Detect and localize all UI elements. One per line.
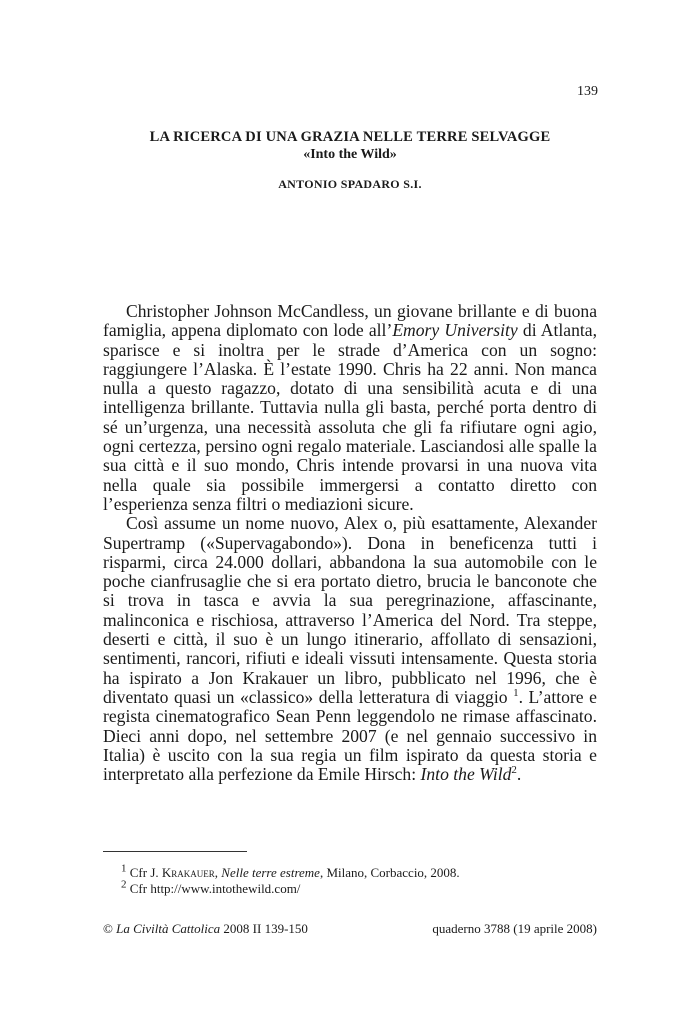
issue-info: quaderno 3788 (19 aprile 2008) [432,921,597,936]
footnote-ref-2[interactable]: 2 [511,764,517,777]
footnote-1: $^1$ Cfr J. Krakauer, Nelle terre estreme, Milano, Corbaccio, 2008. [121,862,460,880]
article-author: ANTONIO SPADARO S.I. [278,177,422,191]
emphasis-emory-university: Emory University [392,320,518,341]
footnotes [103,862,597,897]
article-title: LA RICERCA DI UNA GRAZIA NELLE TERRE SELVAGGE [149,129,551,145]
footnote-ref-1[interactable]: 1 [513,687,519,700]
article-header [103,128,597,192]
paragraph-2: Così assume un nome nuovo, Alex o, più esattamente, Alexander Supertramp («Supervagabondo»). Dona in beneficenza tutti i risparmi, circa 24.000 dollari, abbandona la sua automobile con le poche cianfrusaglie che si era portato dietro, brucia le banconote che si trova in tasca e avvia la sua peregrinazione, affascinante, malinconica e rischiosa, attraverso l’America del Nord. Tra steppe, deserti e città, il suo è un lungo itinerario, affollato di sensazioni, sentimenti, rancori, rifiuti e ideali vissuti intensamente. Questa storia ha ispirato a Jon Krakauer un libro, pubblicato nel 1996, che è diventato quasi un «classico» della letteratura di viaggio $^1$. L’attore e regista cinematografico Sean Penn leggendolo ne rimase affascinato. Dieci anni dopo, nel settembre 2007 (e nel gennaio successivo in Italia) è uscito con la sua regia un film ispirato da questa storia e interpretato alla perfezione da Emile Hirsch: Into the Wild$^2$. [103,513,597,785]
article-body [103,302,597,784]
emphasis-film-title: Into the Wild [420,764,512,785]
paragraph-1: Christopher Johnson McCandless, un giovane brillante e di buona famiglia, appena diplomato con lode all’Emory University di Atlanta, sparisce e si inoltra per le strade d’America con un sogno: raggiungere l’Alaska. È l’estate 1990. Chris ha 22 anni. Non manca nulla a questo ragazzo, dotato di una sensibilità acuta e di una intelligenza brillante. Tuttavia nulla gli basta, perché porta dentro di sé un’urgenza, una necessità assoluta che gli fa rifiutare ogni agio, ogni certezza, persino ogni regalo materiale. Lasciandosi alle spalle la sua città e il suo mondo, Chris intende provarsi in una nuova vita nella quale sia possibile immergersi a contatto diretto con l’esperienza senza filtri o mediazioni sicure. [103,301,597,514]
footnote-2-link[interactable]: Cfr http://www.intothewild.com/ [126,881,301,896]
footnote-2: $^2$ Cfr http://www.intothewild.com/ [121,878,301,896]
copyright-line: © La Civiltà Cattolica 2008 II 139-150 [103,921,308,936]
page-number: 139 [577,84,598,99]
footnote-divider [103,851,247,852]
article-subtitle: «Into the Wild» [303,147,397,162]
journal-name: La Civiltà Cattolica [116,921,221,936]
